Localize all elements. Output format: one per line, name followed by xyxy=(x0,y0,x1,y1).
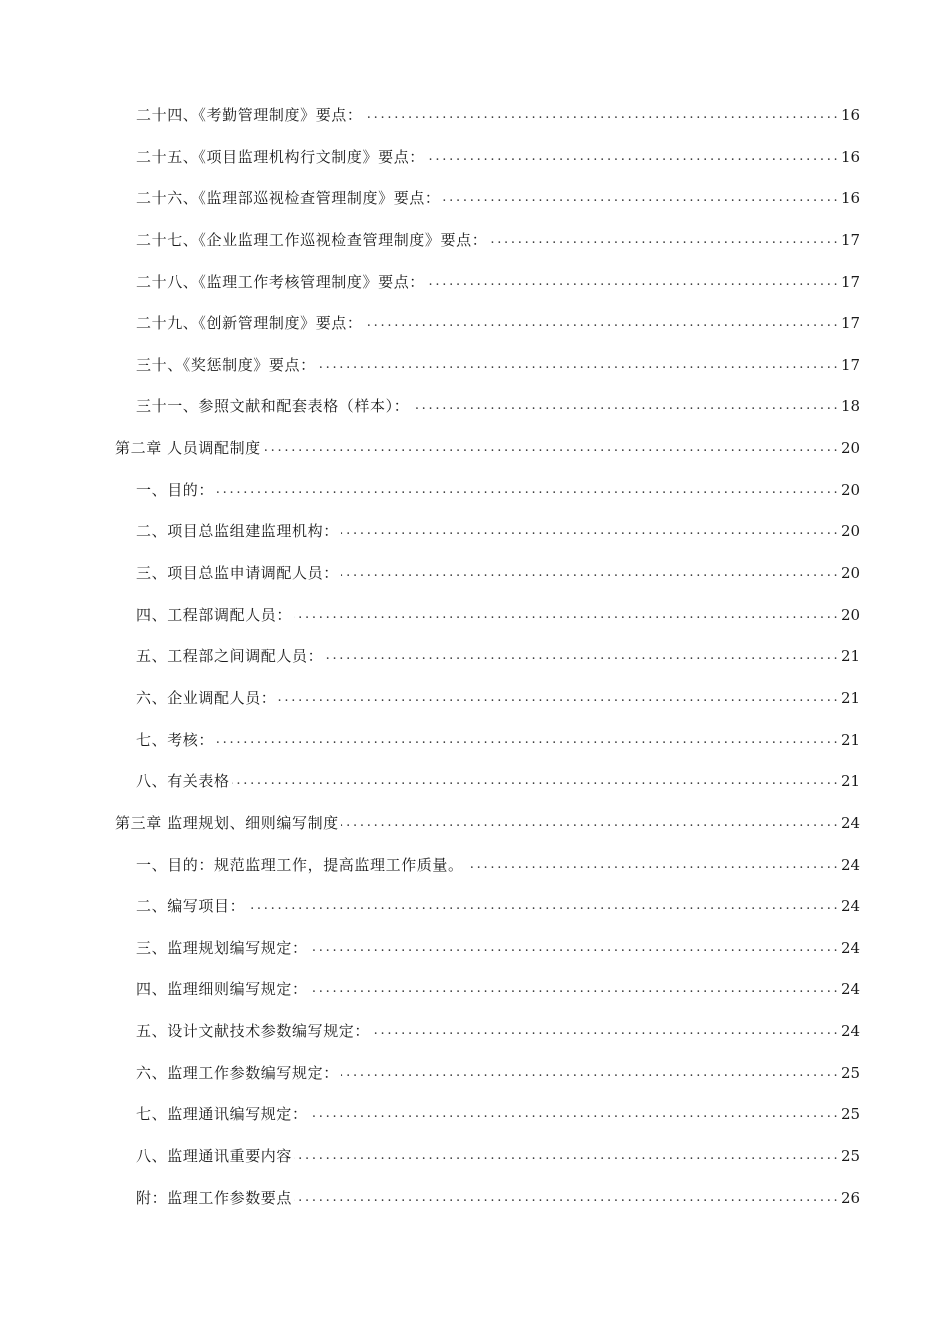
toc-page-number: 24 xyxy=(841,897,861,916)
toc-entry-title: 五、设计文献技术参数编写规定： xyxy=(136,1022,371,1041)
toc-dot-leader xyxy=(427,267,837,297)
toc-entry-title: 三、监理规划编写规定： xyxy=(136,938,308,957)
toc-entry-title: 二十八、《监理工作考核管理制度》要点： xyxy=(136,272,425,291)
toc-entry-title: 八、监理通讯重要内容 xyxy=(136,1147,293,1166)
toc-entry-title: 二、编写项目： xyxy=(136,897,246,916)
toc-entry[interactable] xyxy=(0,1183,950,1225)
toc-entry[interactable] xyxy=(0,641,950,683)
toc-entry-title: 一、目的： xyxy=(136,480,215,499)
toc-chapter-title: 第二章 人员调配制度 xyxy=(115,439,261,458)
toc-dot-leader xyxy=(466,850,837,880)
toc-page-number: 24 xyxy=(841,1022,861,1041)
toc-dot-leader xyxy=(443,183,837,213)
toc-page-number: 24 xyxy=(841,980,861,999)
toc-entry-title: 四、工程部调配人员： xyxy=(136,605,293,624)
toc-entry[interactable] xyxy=(0,766,950,808)
toc-entry[interactable] xyxy=(0,142,950,184)
toc-dot-leader xyxy=(310,933,837,963)
toc-dot-leader xyxy=(341,808,837,838)
toc-page-number: 17 xyxy=(841,355,861,374)
toc-dot-leader xyxy=(411,391,837,421)
toc-page-number: 24 xyxy=(841,938,861,957)
toc-dot-leader xyxy=(365,308,837,338)
toc-page-number: 25 xyxy=(841,1063,861,1082)
toc-dot-leader xyxy=(489,225,837,255)
toc-dot-leader xyxy=(427,142,837,172)
toc-entry[interactable] xyxy=(0,683,950,725)
toc-dot-leader xyxy=(310,974,837,1004)
toc-dot-leader xyxy=(341,516,837,546)
toc-entry[interactable] xyxy=(0,891,950,933)
toc-entry-title: 附：监理工作参数要点 xyxy=(136,1188,293,1207)
toc-entry-title: 八、有关表格 xyxy=(136,772,230,791)
toc-page-number: 21 xyxy=(841,772,861,791)
toc-entry-title: 二十九、《创新管理制度》要点： xyxy=(136,314,363,333)
toc-page-number: 17 xyxy=(841,272,861,291)
toc-entry[interactable] xyxy=(0,558,950,600)
toc-entry-title: 五、工程部之间调配人员： xyxy=(136,647,324,666)
toc-chapter-title: 第三章 监理规划、细则编写制度 xyxy=(115,813,339,832)
toc-dot-leader xyxy=(372,1016,837,1046)
toc-dot-leader xyxy=(325,641,837,671)
toc-dot-leader xyxy=(341,558,837,588)
toc-entry[interactable] xyxy=(0,850,950,892)
toc-page-number: 20 xyxy=(841,480,861,499)
toc-dot-leader xyxy=(318,350,837,380)
toc-entry[interactable] xyxy=(0,100,950,142)
toc-entry[interactable] xyxy=(0,391,950,433)
toc-entry-title: 四、监理细则编写规定： xyxy=(136,980,308,999)
toc-dot-leader xyxy=(247,891,837,921)
toc-entry[interactable] xyxy=(0,225,950,267)
toc-page-number: 20 xyxy=(841,564,861,583)
toc-page-number: 17 xyxy=(841,230,861,249)
toc-dot-leader xyxy=(232,766,837,796)
toc-entry[interactable] xyxy=(0,1016,950,1058)
toc-dot-leader xyxy=(365,100,837,130)
toc-entry-title: 二十四、《考勤管理制度》要点： xyxy=(136,106,363,124)
toc-dot-leader xyxy=(310,1099,837,1129)
toc-entry-title: 七、考核： xyxy=(136,730,215,749)
toc-entry[interactable] xyxy=(0,475,950,517)
toc-chapter-entry[interactable] xyxy=(0,808,950,850)
toc-entry[interactable] xyxy=(0,725,950,767)
toc-dot-leader xyxy=(216,475,837,505)
toc-entry-title: 二十五、《项目监理机构行文制度》要点： xyxy=(136,147,425,166)
toc-entry-title: 七、监理通讯编写规定： xyxy=(136,1105,308,1124)
toc-entry[interactable] xyxy=(0,350,950,392)
toc-entry[interactable] xyxy=(0,183,950,225)
toc-entry-title: 二十六、《监理部巡视检查管理制度》要点： xyxy=(136,189,441,208)
toc-page-number: 18 xyxy=(841,397,861,416)
toc-dot-leader xyxy=(294,1141,837,1171)
toc-entry-title: 三十一、参照文献和配套表格（样本）： xyxy=(136,397,410,416)
toc-dot-leader xyxy=(341,1058,837,1088)
toc-entry[interactable] xyxy=(0,600,950,642)
toc-entry-title: 二、项目总监组建监理机构： xyxy=(136,522,339,541)
toc-page-number: 21 xyxy=(841,647,861,666)
toc-entry-title: 三十、《奖惩制度》要点： xyxy=(136,355,316,374)
toc-entry-title: 三、项目总监申请调配人员： xyxy=(136,564,339,583)
toc-page-number: 26 xyxy=(841,1188,861,1207)
toc-entry[interactable] xyxy=(0,1141,950,1183)
toc-dot-leader xyxy=(294,600,837,630)
toc-dot-leader xyxy=(216,725,837,755)
toc-entry-title: 一、目的：规范监理工作，提高监理工作质量。 xyxy=(136,855,464,874)
table-of-contents xyxy=(0,100,950,1224)
toc-page-number: 25 xyxy=(841,1147,861,1166)
toc-chapter-entry[interactable] xyxy=(0,433,950,475)
toc-page-number: 24 xyxy=(841,813,861,832)
toc-page-number: 24 xyxy=(841,855,861,874)
toc-dot-leader xyxy=(294,1183,837,1213)
toc-page-number: 17 xyxy=(841,314,861,333)
toc-entry[interactable] xyxy=(0,1058,950,1100)
toc-page-number: 20 xyxy=(841,439,861,458)
toc-page-number: 16 xyxy=(841,147,861,166)
toc-dot-leader xyxy=(278,683,837,713)
toc-page-number: 20 xyxy=(841,522,861,541)
toc-dot-leader xyxy=(263,433,837,463)
toc-page-number: 25 xyxy=(841,1105,861,1124)
toc-page-number: 16 xyxy=(841,189,861,208)
toc-page-number: 21 xyxy=(841,688,861,707)
toc-entry[interactable] xyxy=(0,974,950,1016)
toc-page-number: 20 xyxy=(841,605,861,624)
toc-entry-title: 六、监理工作参数编写规定： xyxy=(136,1063,339,1082)
toc-entry[interactable] xyxy=(0,933,950,975)
toc-entry[interactable] xyxy=(0,1099,950,1141)
toc-entry[interactable] xyxy=(0,308,950,350)
toc-entry[interactable] xyxy=(0,516,950,558)
toc-page-number: 21 xyxy=(841,730,861,749)
toc-entry-title: 二十七、《企业监理工作巡视检查管理制度》要点： xyxy=(136,230,488,249)
toc-page-number: 16 xyxy=(841,106,861,124)
toc-entry-title: 六、企业调配人员： xyxy=(136,688,277,707)
toc-entry[interactable] xyxy=(0,267,950,309)
